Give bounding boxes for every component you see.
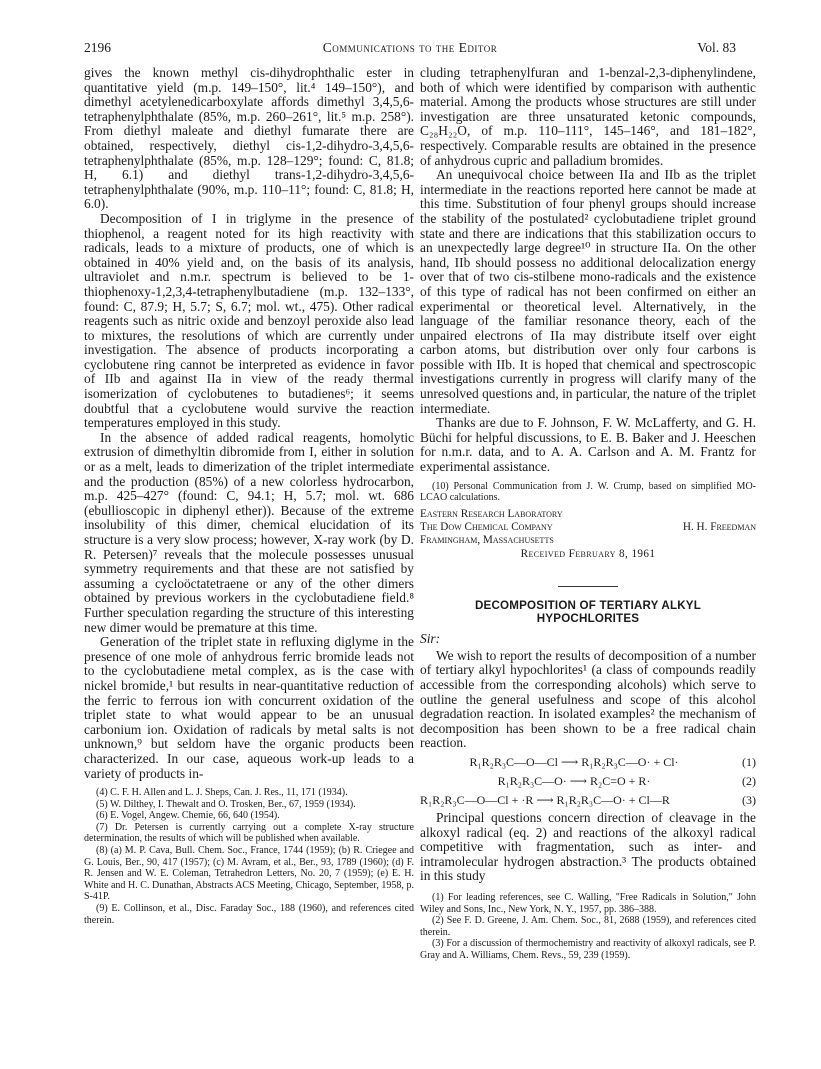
affiliation-line: Framingham, Massachusetts <box>420 533 554 546</box>
paragraph: Principal questions concern direction of cleavage in the alkoxyl radical (eq. 2) and reactions of the alkoxyl radical competitive with fragmentation, such as inter- and intramolecular hydrogen abstraction.³ The products obtained in this study <box>420 809 756 884</box>
equation-text: R₁R₂R₃C—O—Cl ⟶ R₁R₂R₃C—O· + Cl· <box>469 754 679 769</box>
equation-number: (1) <box>742 754 756 769</box>
affiliation-row <box>420 521 756 534</box>
paragraph: gives the known methyl cis-dihydrophthalic ester in quantitative yield (m.p. 149–150°, lit.⁴ 149–150°), and dimethyl acetylenedicarboxylate affords dimethyl 3,4,5,6-tetraphenylphthalate (85%, m.p. 260–261°, lit.⁵ m.p. 258°). From diethyl maleate and diethyl fumarate there are obtained, respectively, diethyl cis-1,2-dihydro-3,4,5,6-tetraphenylphthalate (85%, m.p. 128–129°; found: C, 81.8; H, 6.1) and diethyl trans-1,2-dihydro-3,4,5,6-tetraphenylphthalate (90%, m.p. 110–11°; found: C, 81.8; H, 6.0). <box>84 65 414 212</box>
footnote: (9) E. Collinson, et al., Disc. Faraday Soc., 188 (1960), and references cited therein. <box>84 903 414 926</box>
paragraph: Decomposition of I in triglyme in the presence of thiophenol, a reagent noted for its high reactivity with radicals, leads to a mixture of products, one of which is obtained in 40% yield and, on the basis of its analysis, ultraviolet and n.m.r. spectrum is believed to be 1-thiophenoxy-1,2,3,4-tetraphenylbutadiene (m.p. 132–133°, found: C, 87.9; H, 5.7; S, 6.7; mol. wt., 475). Other radical reagents such as nitric oxide and benzoyl peroxide also lead to mixtures, the resolutions of which are currently under investigation. The absence of products incorporating a cyclobutene ring cannot be interpreted as evidence in favor of IIb and against IIa in view of the ready thermal isomerization of cyclobutenes to butadienes⁶; it seems doubtful that a cyclobutene would survive the reaction temperatures employed in this study. <box>84 210 414 431</box>
footnote: (4) C. F. H. Allen and L. J. Sheps, Can. J. Res., 11, 171 (1934). <box>96 787 348 799</box>
author-affiliation <box>420 508 756 547</box>
footnote: (7) Dr. Petersen is currently carrying out a complete X-ray structure determination, the results of which will be published when available. <box>84 821 414 845</box>
equation-number: (2) <box>742 773 756 788</box>
right-footnotes <box>420 892 756 962</box>
equations <box>420 754 756 808</box>
equation-text: R₁R₂R₃C—O—Cl + ·R ⟶ R₁R₂R₃C—O· + Cl—R <box>420 792 670 807</box>
paragraph: Generation of the triplet state in refluxing diglyme in the presence of one mole of anhydrous ferric bromide leads not to the cyclobutadiene metal complex, as is the case with nickel bromide,¹ but results in near-quantitative reduction of the ferric to ferrous ion with concurrent oxidation of the triplet state to what would appear to be an unusual carbonium ion. Oxidation of radicals by metal salts is not unknown,⁹ but seldom have the organic products been characterized. In our case, aqueous work-up leads to a variety of products in- <box>84 634 414 781</box>
footnote: (10) Personal Communication from J. W. Crump, based on simplified MO-LCAO calculations. <box>420 480 756 504</box>
equation <box>420 773 756 789</box>
right-column <box>420 66 756 962</box>
right-body-2 <box>420 649 756 751</box>
footnote: (3) For a discussion of thermochemistry and reactivity of alkoxyl radicals, see P. Gray and A. Williams, Chem. Revs., 59, 239 (1959). <box>420 938 756 961</box>
page-header <box>84 40 736 56</box>
equation <box>420 754 756 770</box>
affiliation-line: The Dow Chemical Company <box>420 520 553 533</box>
right-body-3 <box>420 811 756 884</box>
volume-label: Vol. 83 <box>697 40 736 55</box>
running-title: Communications to the Editor <box>322 40 498 55</box>
footnote: (5) W. Dilthey, I. Thewalt and O. Trosken, Ber., 67, 1959 (1934). <box>96 798 356 810</box>
section-divider <box>558 586 618 587</box>
paragraph: An unequivocal choice between IIa and IIb as the triplet intermediate in the reactions reported here cannot be made at this time. Substitution of four phenyl groups should increase the stability of the postulated² cyclobutadiene triplet ground state and there are indications that this stabilization occurs to an unexpectedly large degree¹⁰ in structure IIa. On the other hand, IIb should possess no additional delocalization energy over that of two cis-stilbene mono-radicals and the existence of this type of radical has not been confirmed on either an experimental or theoretical level. Alternatively, in the language of the familiar resonance theory, each of the unpaired electrons of IIa may distribute itself over eight carbon atoms, but distribution over only four carbons is possible with IIb. It is hoped that chemical and spectroscopic investigations currently in progress will clarify many of the unresolved questions and, in particular, the nature of the triplet intermediate. <box>420 167 756 416</box>
footnote: (6) E. Vogel, Angew. Chemie, 66, 640 (1954). <box>96 810 280 822</box>
equation <box>420 792 756 808</box>
title-line: HYPOCHLORITES <box>536 611 640 625</box>
footnote: (2) See F. D. Greene, J. Am. Chem. Soc., 81, 2688 (1959), and references cited therein. <box>420 915 756 938</box>
footnote: (8) (a) M. P. Cava, Bull. Chem. Soc., France, 1744 (1959); (b) R. Criegee and G. Louis, Ber., 90, 417 (1957); (c) M. Avram, et al., Ber., 93, 1789 (1960); (d) F. R. Jensen and W. E. Coleman, Tetrahedron Letters, No. 20, 7 (1959); (e) E. H. White and H. C. Dunathan, Abstracts ACS Meeting, Chicago, September, 1958, p. S-41P. <box>84 845 414 903</box>
left-body <box>84 66 414 781</box>
paragraph: cluding tetraphenylfuran and 1-benzal-2,3-diphenylindene, both of which were identified by comparison with authentic material. Among the products whose structures are still under investigation are three unsaturated ketonic compounds, C₂₈H₂₂O, of m.p. 110–111°, 145–146°, and 181–182°, respectively. Comparable results are obtained in the presence of anhydrous cupric and palladium bromides. <box>420 65 756 168</box>
equation-text: R₁R₂R₃C—O· ⟶ R₂C=O + R· <box>497 773 651 788</box>
footnote-10-block <box>420 481 756 504</box>
page-number: 2196 <box>84 40 111 55</box>
salutation: Sir: <box>420 630 441 646</box>
author-name: H. H. Freedman <box>682 520 756 533</box>
article-title <box>420 599 756 625</box>
received-date: Received February 8, 1961 <box>520 547 656 560</box>
affiliation-line: Eastern Research Laboratory <box>420 507 563 520</box>
right-body <box>420 66 756 475</box>
left-footnotes <box>84 787 414 926</box>
paragraph: We wish to report the results of decomposition of a number of tertiary alkyl hypochlorites¹ (a class of compounds readily accessible from the corresponding alcohols) which serve to outline the general usefulness and scope of this alcohol degradation reaction. In isolated examples² the mechanism of decomposition has been shown to be a free radical chain reaction. <box>420 647 756 751</box>
paragraph: In the absence of added radical reagents, homolytic extrusion of dimethyltin dibromide from I, either in solution or as a melt, leads to dimerization of the triplet intermediate and the production (85%) of a new colorless hydrocarbon, m.p. 425–427° (found: C, 94.1; H, 5.7; mol. wt. 686 (ebullioscopic in diphenyl ether)). Because of the extreme insolubility of this dimer, chemical elucidation of its structure is a very slow process; however, X-ray work (by D. R. Petersen)⁷ reveals that the molecule possesses unusual symmetry requirements and that these are not satisfied by assuming a cycloöctatetraene or any of the other dimers obtained by previous workers in the cyclobutadiene field.⁸ Further speculation regarding the structure of this interesting new dimer would be premature at this time. <box>84 429 414 635</box>
title-line: DECOMPOSITION OF TERTIARY ALKYL <box>474 598 702 612</box>
equation-number: (3) <box>742 792 756 807</box>
paragraph: Thanks are due to F. Johnson, F. W. McLafferty, and G. H. Büchi for helpful discussions, to E. B. Baker and J. Heeschen for n.m.r. data, and to A. A. Carlson and A. M. Frantz for experimental assistance. <box>420 415 756 475</box>
left-column <box>84 66 414 926</box>
footnote: (1) For leading references, see C. Walling, "Free Radicals in Solution," John Wiley and Sons, Inc., New York, N. Y., 1957, pp. 386–388. <box>420 891 756 915</box>
